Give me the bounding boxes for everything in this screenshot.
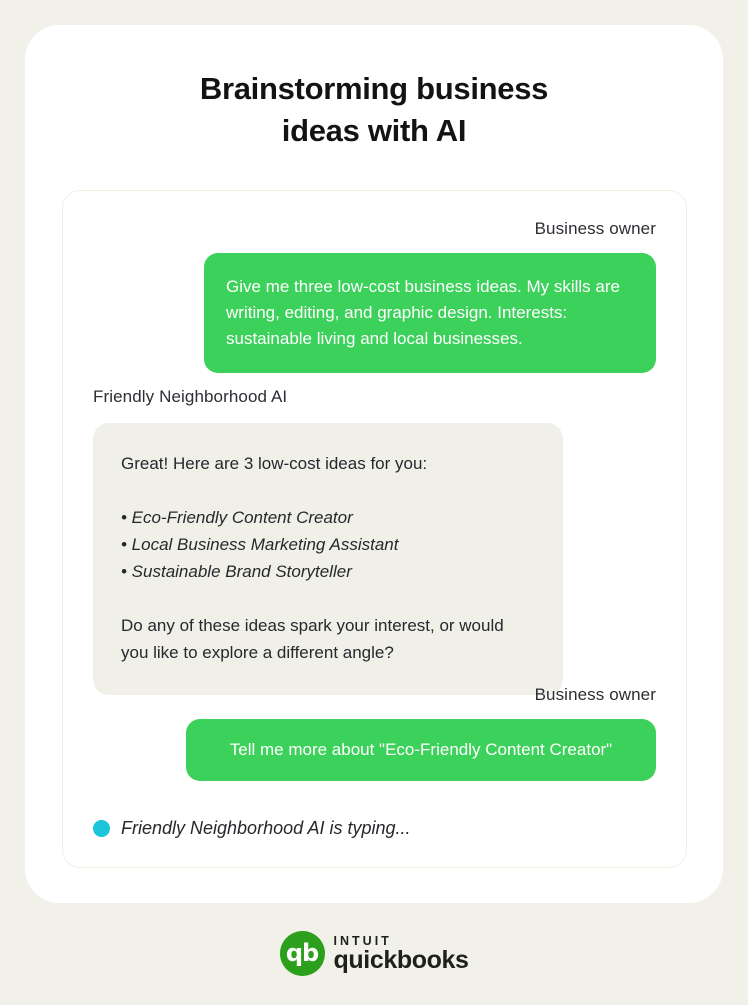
ai-message-intro: Great! Here are 3 low-cost ideas for you: bbox=[121, 454, 428, 473]
intuit-wordmark: INTUIT bbox=[333, 934, 392, 948]
chat-panel bbox=[62, 190, 687, 868]
typing-indicator-text: Friendly Neighborhood AI is typing... bbox=[121, 818, 411, 838]
sender-label-ai: Friendly Neighborhood AI bbox=[93, 387, 288, 406]
ai-idea-item: • Sustainable Brand Storyteller bbox=[121, 562, 352, 581]
sender-label-business-owner: Business owner bbox=[534, 685, 656, 704]
logo-wordmark bbox=[334, 934, 469, 973]
ai-idea-item: • Local Business Marketing Assistant bbox=[121, 535, 399, 554]
sender-label-business-owner: Business owner bbox=[534, 219, 656, 238]
chat-message-user bbox=[204, 253, 656, 373]
page-title-line2: ideas with AI bbox=[281, 113, 467, 148]
ai-idea-item: • Eco-Friendly Content Creator bbox=[121, 508, 353, 527]
page-title-line1: Brainstorming business bbox=[199, 71, 549, 106]
chat-message-ai bbox=[93, 423, 563, 695]
chat-message-user-text: Give me three low-cost business ideas. My skills are writing, editing, and graphic design. Interests: sustainable living and local businesses. bbox=[226, 277, 620, 348]
ai-message-outro: Do any of these ideas spark your interest, or would you like to explore a different angle? bbox=[121, 616, 504, 662]
content-card bbox=[25, 25, 723, 903]
chat-message-user-followup-text: Tell me more about "Eco-Friendly Content Creator" bbox=[229, 740, 613, 759]
page-title bbox=[25, 68, 723, 152]
ai-idea-list bbox=[121, 504, 535, 585]
quickbooks-qb-icon: qb bbox=[280, 931, 325, 976]
typing-dot-icon bbox=[93, 820, 110, 837]
chat-message-user-followup bbox=[186, 719, 656, 781]
quickbooks-wordmark: quickbooks bbox=[333, 946, 469, 974]
intuit-quickbooks-logo bbox=[0, 931, 748, 976]
typing-indicator bbox=[93, 818, 411, 839]
